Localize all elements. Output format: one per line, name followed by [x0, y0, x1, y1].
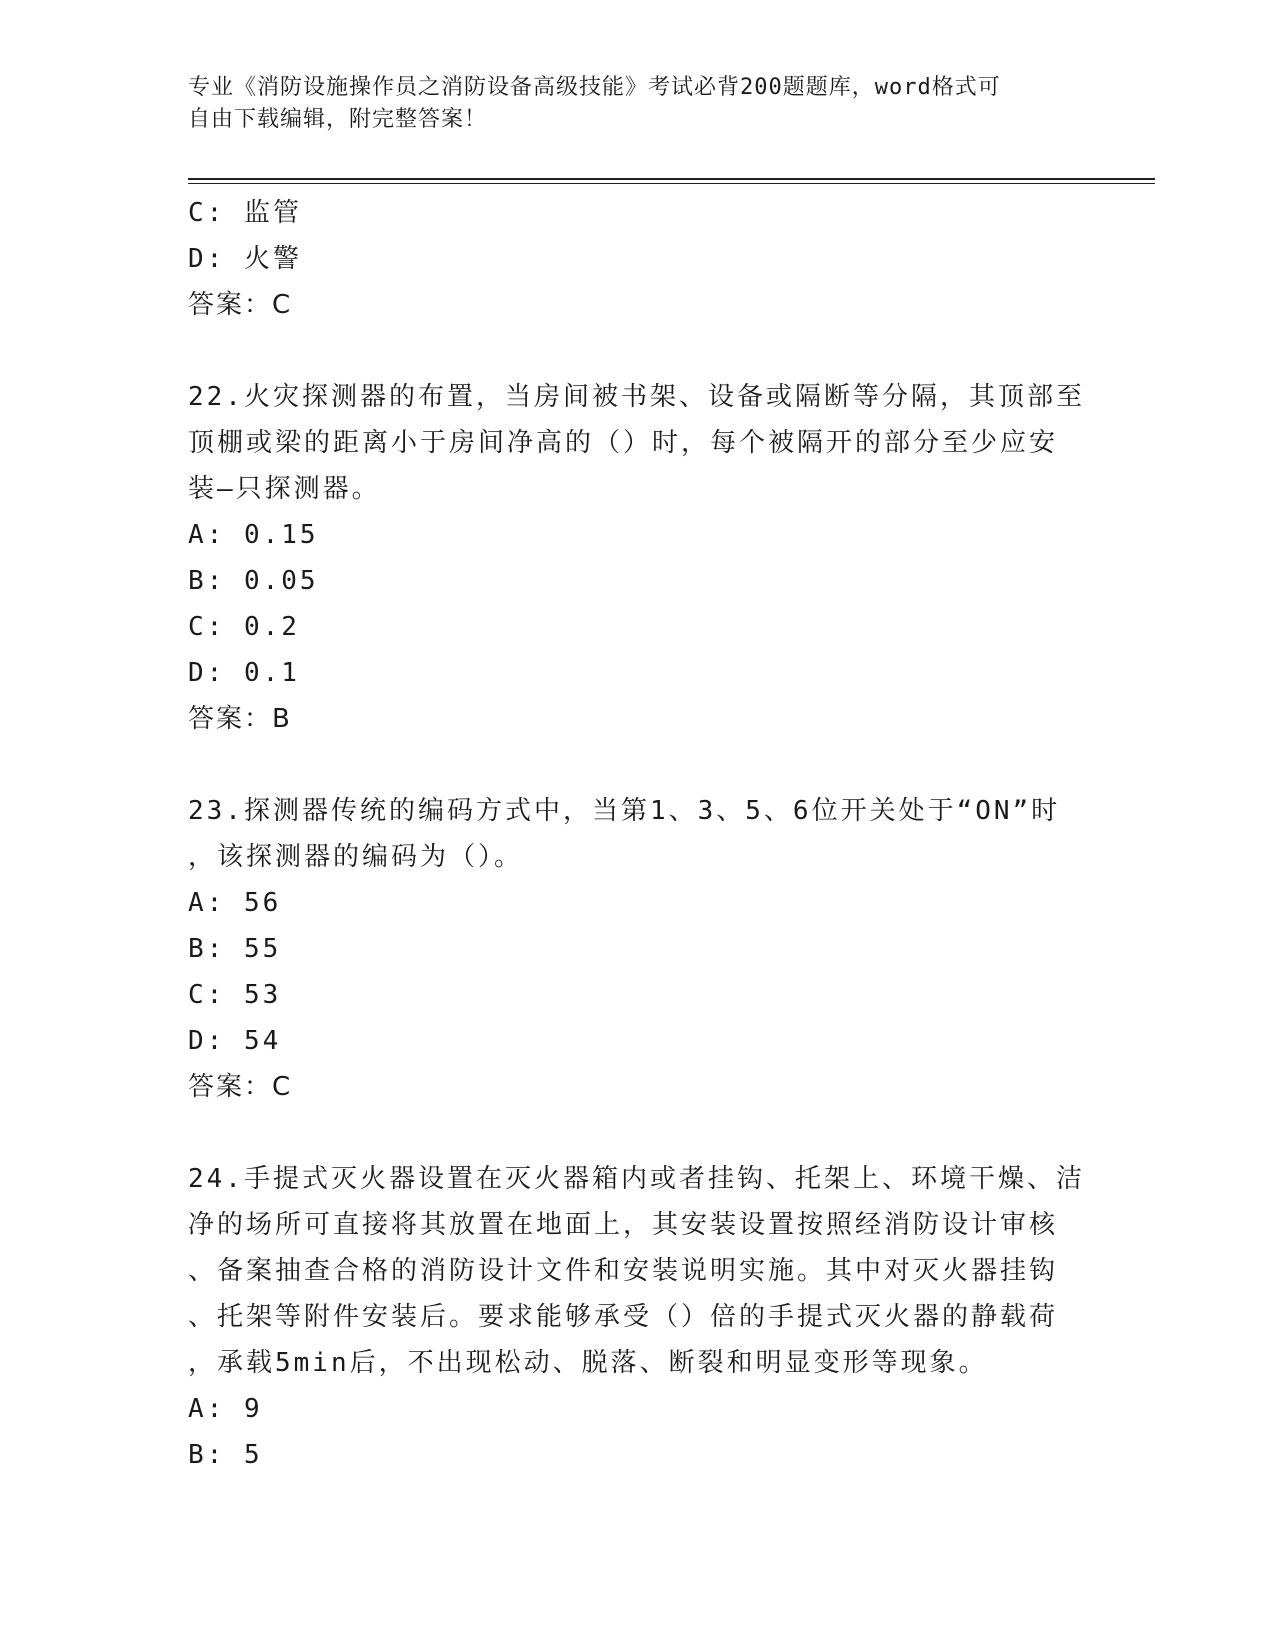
question-text-line: 、备案抽查合格的消防设计文件和安装说明实施。其中对灭火器挂钩 [188, 1256, 1059, 1286]
question-text-line: 、托架等附件安装后。要求能够承受（）倍的手提式灭火器的静载荷 [188, 1302, 1059, 1332]
spacer [188, 742, 1088, 788]
page-header [188, 72, 1088, 136]
option-a: A: 9 [188, 1394, 263, 1424]
option-b: B: 55 [188, 934, 282, 964]
option-a: A: 56 [188, 888, 282, 918]
question-list [188, 190, 1088, 1478]
answer-line: 答案：C [188, 290, 293, 320]
header-line-2: 自由下载编辑，附完整答案！ [188, 107, 488, 132]
header-divider-thick [188, 178, 1155, 180]
question-22 [188, 374, 1088, 742]
option-a: A: 0.15 [188, 520, 319, 550]
question-21 [188, 190, 1088, 328]
question-text-line: 22.火灾探测器的布置，当房间被书架、设备或隔断等分隔，其顶部至 [188, 382, 1085, 412]
question-24 [188, 1156, 1088, 1478]
question-text-line: 24.手提式灭火器设置在灭火器箱内或者挂钩、托架上、环境干燥、洁 [188, 1164, 1085, 1194]
option-d: D: 0.1 [188, 658, 300, 688]
question-text-line: ，该探测器的编码为（）。 [188, 842, 524, 872]
question-23 [188, 788, 1088, 1110]
question-text-line: 顶棚或梁的距离小于房间净高的（）时，每个被隔开的部分至少应安 [188, 428, 1059, 458]
answer-line: 答案：C [188, 1072, 293, 1102]
header-line-1: 专业《消防设施操作员之消防设备高级技能》考试必背200题题库，word格式可 [188, 75, 1001, 100]
option-c: C: 监管 [188, 198, 302, 228]
answer-line: 答案：B [188, 704, 292, 734]
question-text-line: ，承载5min后，不出现松动、脱落、断裂和明显变形等现象。 [188, 1348, 988, 1378]
question-text-line: 装—只探测器。 [188, 474, 381, 504]
option-b: B: 0.05 [188, 566, 319, 596]
spacer [188, 1110, 1088, 1156]
question-text-line: 净的场所可直接将其放置在地面上，其安装设置按照经消防设计审核 [188, 1210, 1059, 1240]
question-text-line: 23.探测器传统的编码方式中，当第1、3、5、6位开关处于“ON”时 [188, 796, 1061, 826]
spacer [188, 328, 1088, 374]
option-b: B: 5 [188, 1440, 263, 1470]
option-d: D: 54 [188, 1026, 282, 1056]
option-d: D: 火警 [188, 244, 302, 274]
header-divider-thin [188, 183, 1155, 184]
option-c: C: 0.2 [188, 612, 300, 642]
option-c: C: 53 [188, 980, 282, 1010]
